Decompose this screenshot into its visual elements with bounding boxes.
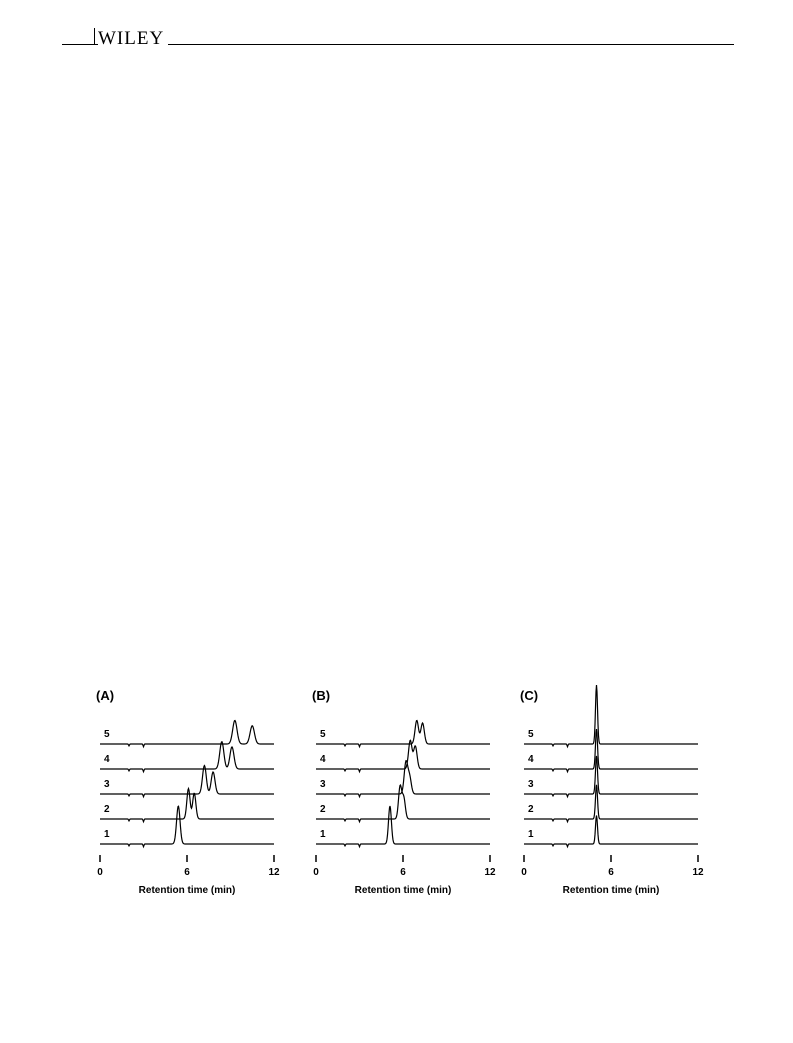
trace-label-5: 5	[320, 729, 326, 740]
x-axis-label: Retention time (min)	[354, 885, 452, 896]
panel-label: (C)	[520, 688, 539, 703]
panel-label: (B)	[312, 688, 331, 703]
trace-1	[316, 806, 490, 847]
x-tick-label-12: 12	[268, 867, 280, 878]
publisher-logo: WILEY	[98, 29, 168, 49]
trace-label-5: 5	[104, 729, 110, 740]
trace-2	[316, 785, 490, 822]
trace-label-4: 4	[104, 754, 110, 765]
trace-label-1: 1	[104, 829, 110, 840]
trace-label-1: 1	[528, 829, 534, 840]
trace-3	[524, 756, 698, 797]
trace-4	[524, 729, 698, 772]
x-tick-label-6: 6	[608, 867, 614, 878]
x-tick-label-12: 12	[484, 867, 496, 878]
trace-2	[524, 785, 698, 822]
x-tick-label-6: 6	[184, 867, 190, 878]
x-tick-label-0: 0	[97, 867, 103, 878]
trace-5	[100, 721, 274, 747]
x-tick-label-0: 0	[313, 867, 319, 878]
trace-1	[524, 816, 698, 847]
chromatogram-panel-b	[304, 680, 524, 910]
chromatogram-svg	[512, 680, 732, 910]
trace-4	[316, 740, 490, 771]
x-tick-label-0: 0	[521, 867, 527, 878]
trace-1	[100, 806, 274, 846]
panel-label: (A)	[96, 688, 115, 703]
chromatogram-panel-a	[88, 680, 308, 910]
trace-5	[524, 685, 698, 747]
trace-3	[316, 761, 490, 797]
trace-3	[100, 766, 274, 797]
trace-label-4: 4	[528, 754, 534, 765]
trace-5	[316, 721, 490, 747]
trace-label-2: 2	[528, 804, 534, 815]
trace-label-4: 4	[320, 754, 326, 765]
chromatogram-svg	[88, 680, 308, 910]
x-tick-label-6: 6	[400, 867, 406, 878]
trace-label-5: 5	[528, 729, 534, 740]
trace-label-3: 3	[528, 779, 534, 790]
chromatogram-svg	[304, 680, 524, 910]
trace-label-1: 1	[320, 829, 326, 840]
x-axis-label: Retention time (min)	[562, 885, 660, 896]
trace-label-2: 2	[320, 804, 326, 815]
chromatogram-panel-c	[512, 680, 732, 910]
trace-4	[100, 742, 274, 772]
header-tick	[94, 28, 95, 44]
trace-label-3: 3	[104, 779, 110, 790]
x-tick-label-12: 12	[692, 867, 704, 878]
x-axis-label: Retention time (min)	[138, 885, 236, 896]
trace-label-3: 3	[320, 779, 326, 790]
trace-label-2: 2	[104, 804, 110, 815]
